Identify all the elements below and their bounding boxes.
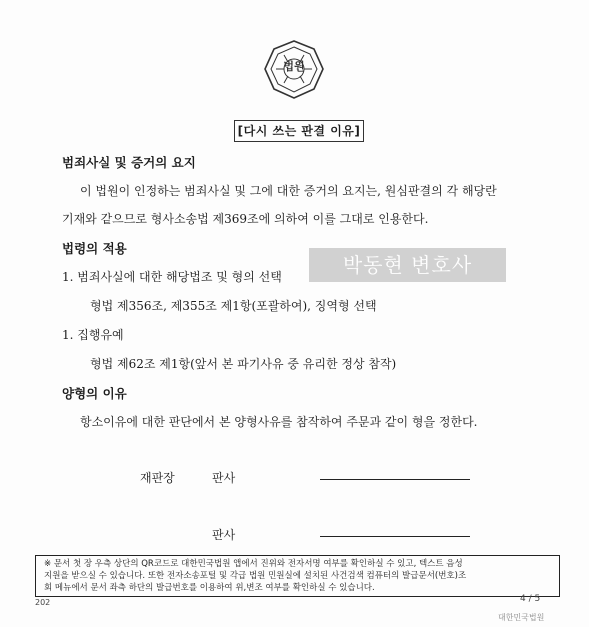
law-item2-title: 1. 집행유예 <box>62 328 124 342</box>
notice-line-1: ※ 문서 첫 장 우측 상단의 QR코드로 대한민국법원 앱에서 진위와 전자서명 여부를 확인하실 수 있고, 텍스트 음성 <box>44 559 463 569</box>
facts-line-2: 기재와 같으므로 형사소송법 제369조에 의하여 이를 그대로 인용한다. <box>62 212 429 226</box>
notice-line-2: 지원을 받으실 수 있습니다. 또한 전자소송포털 및 각급 법원 민원실에 설치된 사건검색 컴퓨터의 발급문서(번호)조 <box>44 571 467 581</box>
verification-notice <box>35 555 560 597</box>
facts-line-1: 이 법원이 인정하는 범죄사실 및 그에 대한 증거의 요지는, 원심판결의 각 해당란 <box>80 184 497 198</box>
issue-date-fragment: 202 <box>35 598 51 607</box>
judge-label-1: 판사 <box>212 471 236 485</box>
presiding-judge-label: 재판장 <box>140 471 175 485</box>
emblem-label: 법원 <box>283 60 305 73</box>
sentencing-body: 항소이유에 대한 판단에서 본 양형사유를 참작하여 주문과 같이 형을 정한다. <box>80 415 478 429</box>
signature-line-2 <box>320 536 470 537</box>
law-item1-body: 형법 제356조, 제355조 제1항(포괄하여), 징역형 선택 <box>90 299 377 313</box>
law-item2-body: 형법 제62조 제1항(앞서 본 파기사유 중 유리한 정상 참작) <box>90 357 397 371</box>
notice-line-3: 회 메뉴에서 문서 좌측 하단의 발급번호를 이용하여 위,변조 여부를 확인하실 수 있습니다. <box>44 583 375 593</box>
law-heading: 법령의 적용 <box>62 241 127 256</box>
court-mark: 대한민국법원 <box>498 613 545 622</box>
lawyer-watermark: 박동현 변호사 <box>309 248 506 282</box>
page-number: 4 / 5 <box>520 594 541 604</box>
judge-label-2: 판사 <box>212 528 236 542</box>
facts-heading: 범죄사실 및 증거의 요지 <box>62 155 196 170</box>
page-title: [다시 쓰는 판결 이유] <box>234 120 364 142</box>
law-item1-title: 1. 범죄사실에 대한 해당법조 및 형의 선택 <box>62 270 282 284</box>
sentencing-heading: 양형의 이유 <box>62 386 127 401</box>
signature-line-1 <box>320 479 470 480</box>
